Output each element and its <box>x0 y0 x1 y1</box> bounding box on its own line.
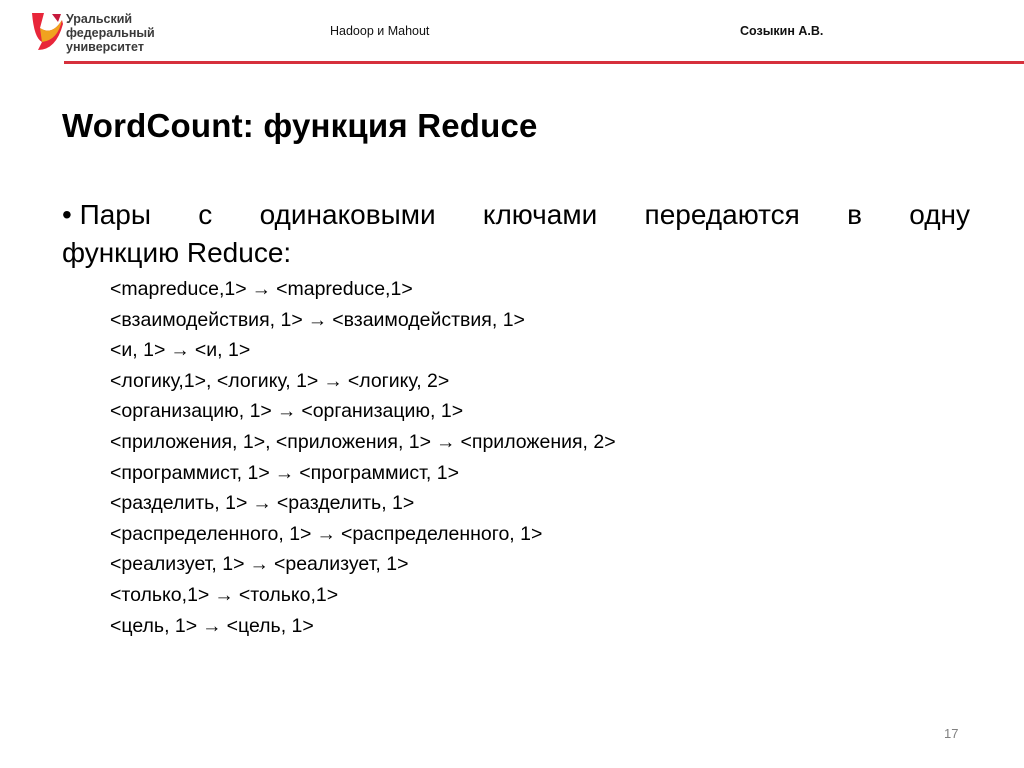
page-number: 17 <box>944 726 959 741</box>
arrow-icon: → <box>436 430 456 453</box>
university-name <box>66 12 155 54</box>
pair-input: <приложения, 1>, <приложения, 1> <box>110 430 432 453</box>
pair-row <box>110 396 616 427</box>
urfu-emblem-icon <box>30 10 64 54</box>
pair-row <box>110 549 616 580</box>
bullet-line: функцию Reduce: <box>62 237 292 268</box>
arrow-icon: → <box>202 614 222 637</box>
pair-input: <и, 1> <box>110 339 166 362</box>
author-name: Созыкин А.В. <box>740 24 824 38</box>
pair-row <box>110 305 616 336</box>
pair-output: <логику, 2> <box>347 369 450 392</box>
pair-input: <организацию, 1> <box>110 400 272 423</box>
bullet-line <box>62 196 970 234</box>
arrow-icon: → <box>307 308 328 331</box>
course-title: Hadoop и Mahout <box>330 24 430 38</box>
arrow-icon: → <box>252 492 272 515</box>
arrow-icon: → <box>251 278 272 300</box>
pair-output: <программист, 1> <box>299 461 459 484</box>
pair-row <box>110 335 616 366</box>
bullet-word: одинаковыми <box>259 199 436 230</box>
arrow-icon: → <box>316 522 336 545</box>
pair-input: <разделить, 1> <box>110 492 248 515</box>
arrow-icon: → <box>214 583 234 606</box>
pair-row <box>110 611 616 642</box>
pair-input: <только,1> <box>110 583 210 606</box>
pair-output: <только,1> <box>238 583 339 606</box>
arrow-icon: → <box>276 400 297 423</box>
pair-output: <реализует, 1> <box>273 553 409 576</box>
pair-output: <mapreduce,1> <box>276 278 413 300</box>
pair-row <box>110 274 616 305</box>
arrow-icon: → <box>170 339 190 362</box>
logo-line: федеральный <box>66 26 155 40</box>
pair-input: <распределенного, 1> <box>110 522 312 545</box>
pair-row <box>110 519 616 550</box>
bullet-marker: • Пары <box>62 199 151 230</box>
university-logo <box>30 10 170 58</box>
pair-row <box>110 366 616 397</box>
arrow-icon: → <box>274 461 295 484</box>
pair-input: <цель, 1> <box>110 614 198 637</box>
bullet-word: в <box>847 199 862 230</box>
pair-row <box>110 427 616 458</box>
pair-output: <взаимодействия, 1> <box>332 308 525 331</box>
header-divider <box>64 61 1024 64</box>
arrow-icon: → <box>323 369 343 392</box>
bullet-word: передаются <box>644 199 800 230</box>
pair-row <box>110 580 616 611</box>
reduce-pairs-list <box>110 274 616 641</box>
pair-row <box>110 488 616 519</box>
pair-output: <разделить, 1> <box>276 492 415 515</box>
pair-input: <логику,1>, <логику, 1> <box>110 369 319 392</box>
slide-title: WordCount: функция Reduce <box>62 107 538 144</box>
pair-output: <цель, 1> <box>226 614 314 637</box>
logo-line: университет <box>66 40 144 54</box>
bullet-word: с <box>198 199 213 230</box>
pair-input: <программист, 1> <box>110 461 270 484</box>
pair-output: <распределенного, 1> <box>340 522 543 545</box>
pair-input: <mapreduce,1> <box>110 278 247 300</box>
logo-line: Уральский <box>66 12 133 26</box>
arrow-icon: → <box>249 553 269 576</box>
pair-input: <реализует, 1> <box>110 553 245 576</box>
pair-output: <приложения, 2> <box>460 430 616 453</box>
pair-output: <организацию, 1> <box>301 400 464 423</box>
bullet-point <box>62 196 970 272</box>
pair-output: <и, 1> <box>194 339 251 362</box>
bullet-word: одну <box>909 199 970 230</box>
bullet-word: ключами <box>482 199 598 230</box>
pair-row <box>110 458 616 489</box>
pair-input: <взаимодействия, 1> <box>110 308 303 331</box>
